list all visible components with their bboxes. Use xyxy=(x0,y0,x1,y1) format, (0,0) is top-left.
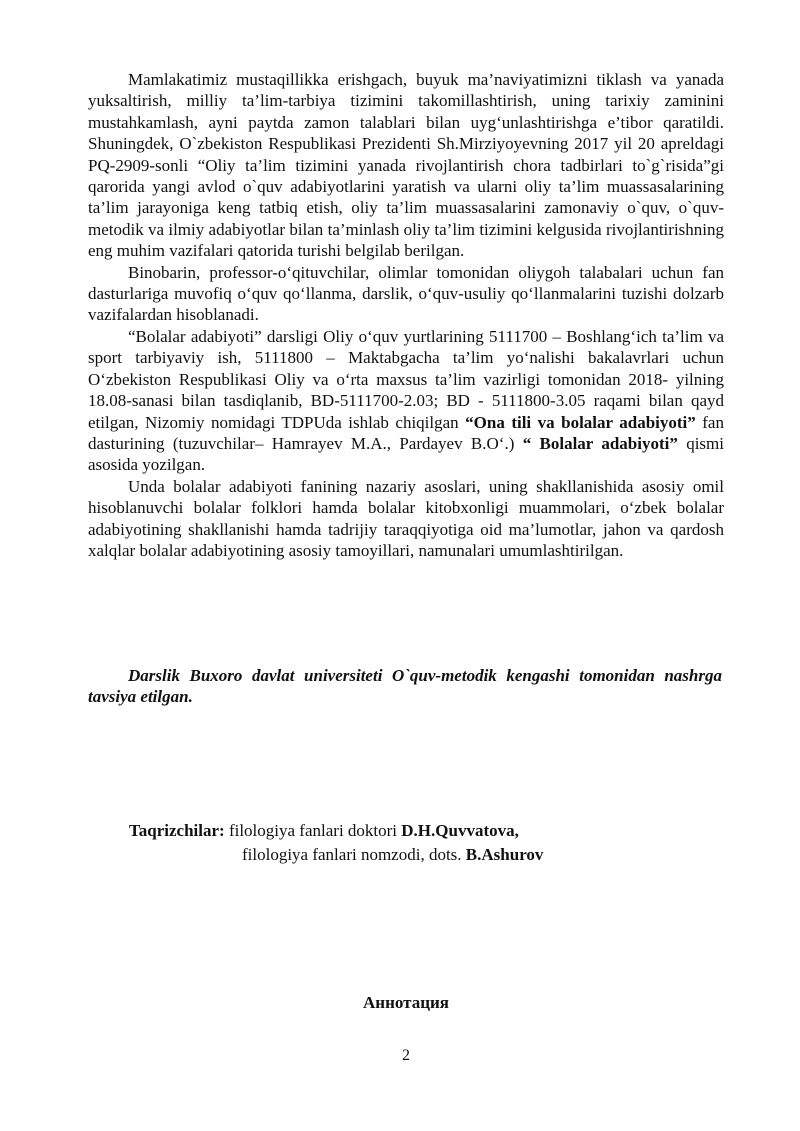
body-text xyxy=(88,69,724,561)
reviewer-2-name: B.Ashurov xyxy=(465,845,544,864)
reviewers-label: Taqrizchilar: xyxy=(129,821,225,840)
reviewer-1-title: filologiya fanlari doktori xyxy=(224,821,402,840)
paragraph-contents: Unda bolalar adabiyoti fanining nazariy asoslari, uning shakllanishida asosiy omil hisoblanuvchi bolalar folklori hamda bolalar kitobxonligi muammolari, o‘zbek bolalar adabiyotining shakllanishi hamda tadrijiy taraqqiyotiga oid ma’lumotlar, jahon va qardosh xalqlar bolalar adabiyotining asosiy tamoyillari, namunalari umumlashtirilgan. xyxy=(88,476,724,560)
publication-recommendation: Darslik Buxoro davlat universiteti O`quv-metodik kengashi tomonidan nashrga tavsiya etilgan. xyxy=(88,666,722,707)
paragraph-textbook-info xyxy=(88,326,724,476)
annotation-heading: Аннотация xyxy=(363,993,449,1012)
textbook-info-text-1: “Bolalar adabiyoti” darsligi Oliy o‘quv yurtlarining 5111700 – Boshlang‘ich ta’lim va sport tarbiyaviy ish, 5111800 – Maktabgacha ta’lim yo‘nalishi bakalavrlari uchun O‘zbekiston Respublikasi Oliy va o‘rta maxsus ta’lim vazirligi tomonidan 2018- yilning 18.08-sanasi bilan tasdiqlanib, BD-5111700-2.03; BD - 5111800-3.05 raqami bilan qayd etilgan, Nizomiy nomidagi TDPUda ishlab chiqilgan xyxy=(88,326,724,432)
program-title-bold: “Ona tili va bolalar adabiyoti” xyxy=(465,412,696,432)
paragraph-intro: Mamlakatimiz mustaqillikka erishgach, buyuk ma’naviyatimizni tiklash va yanada yuksaltirish, milliy ta’lim-tarbiya tizimini takomillashtirish, uning tarixiy zaminini mustahkamlash, ayni paytda zamon talablari bilan uyg‘unlashtirishga e’tibor qaratildi. Shuningdek, O`zbekiston Respublikasi Prezidenti Sh.Mirziyoyevning 2017 yil 20 apreldagi PQ-2909-sonli “Oliy ta’lim tizimini yanada rivojlantirish chora tadbirlari to`g`risida”gi qarorida yangi avlod o`quv adabiyotlarini yaratish va ularni oliy ta’lim muassasalarining ta’lim jarayoniga keng tatbiq etish, oliy ta’lim muassasalarini zamonaviy o`quv, o`quv-metodik va ilmiy adabiyotlar bilan ta’minlash oliy ta’lim tizimini kelgusida rivojlantirishning eng muhim vazifalari qatorida turishi belgilab berilgan. xyxy=(88,70,724,261)
reviewer-2-title: filologiya fanlari nomzodi, dots. xyxy=(242,845,466,864)
page-number: 2 xyxy=(402,1047,410,1064)
reviewers-block xyxy=(129,819,543,867)
textbook-info-text-3: qismi asosida yozilgan. xyxy=(88,433,724,475)
reviewer-1-name: D.H.Quvvatova, xyxy=(401,821,519,840)
section-title-bold: “ Bolalar adabiyoti” xyxy=(522,433,678,453)
paragraph-binobarin: Binobarin, professor-o‘qituvchilar, olimlar tomonidan oliygoh talabalari uchun fan dasturlariga muvofiq o‘quv qo‘llanma, darslik, o‘quv-usuliy qo‘llanmalarini tuzishi dolzarb vazifalardan hisoblanadi. xyxy=(88,262,724,325)
reviewer-line-1 xyxy=(129,819,543,843)
reviewer-line-2 xyxy=(129,843,543,867)
textbook-info-text-2: fan dasturining (tuzuvchilar– Hamrayev M.A., Pardayev B.O‘.) xyxy=(88,412,724,453)
